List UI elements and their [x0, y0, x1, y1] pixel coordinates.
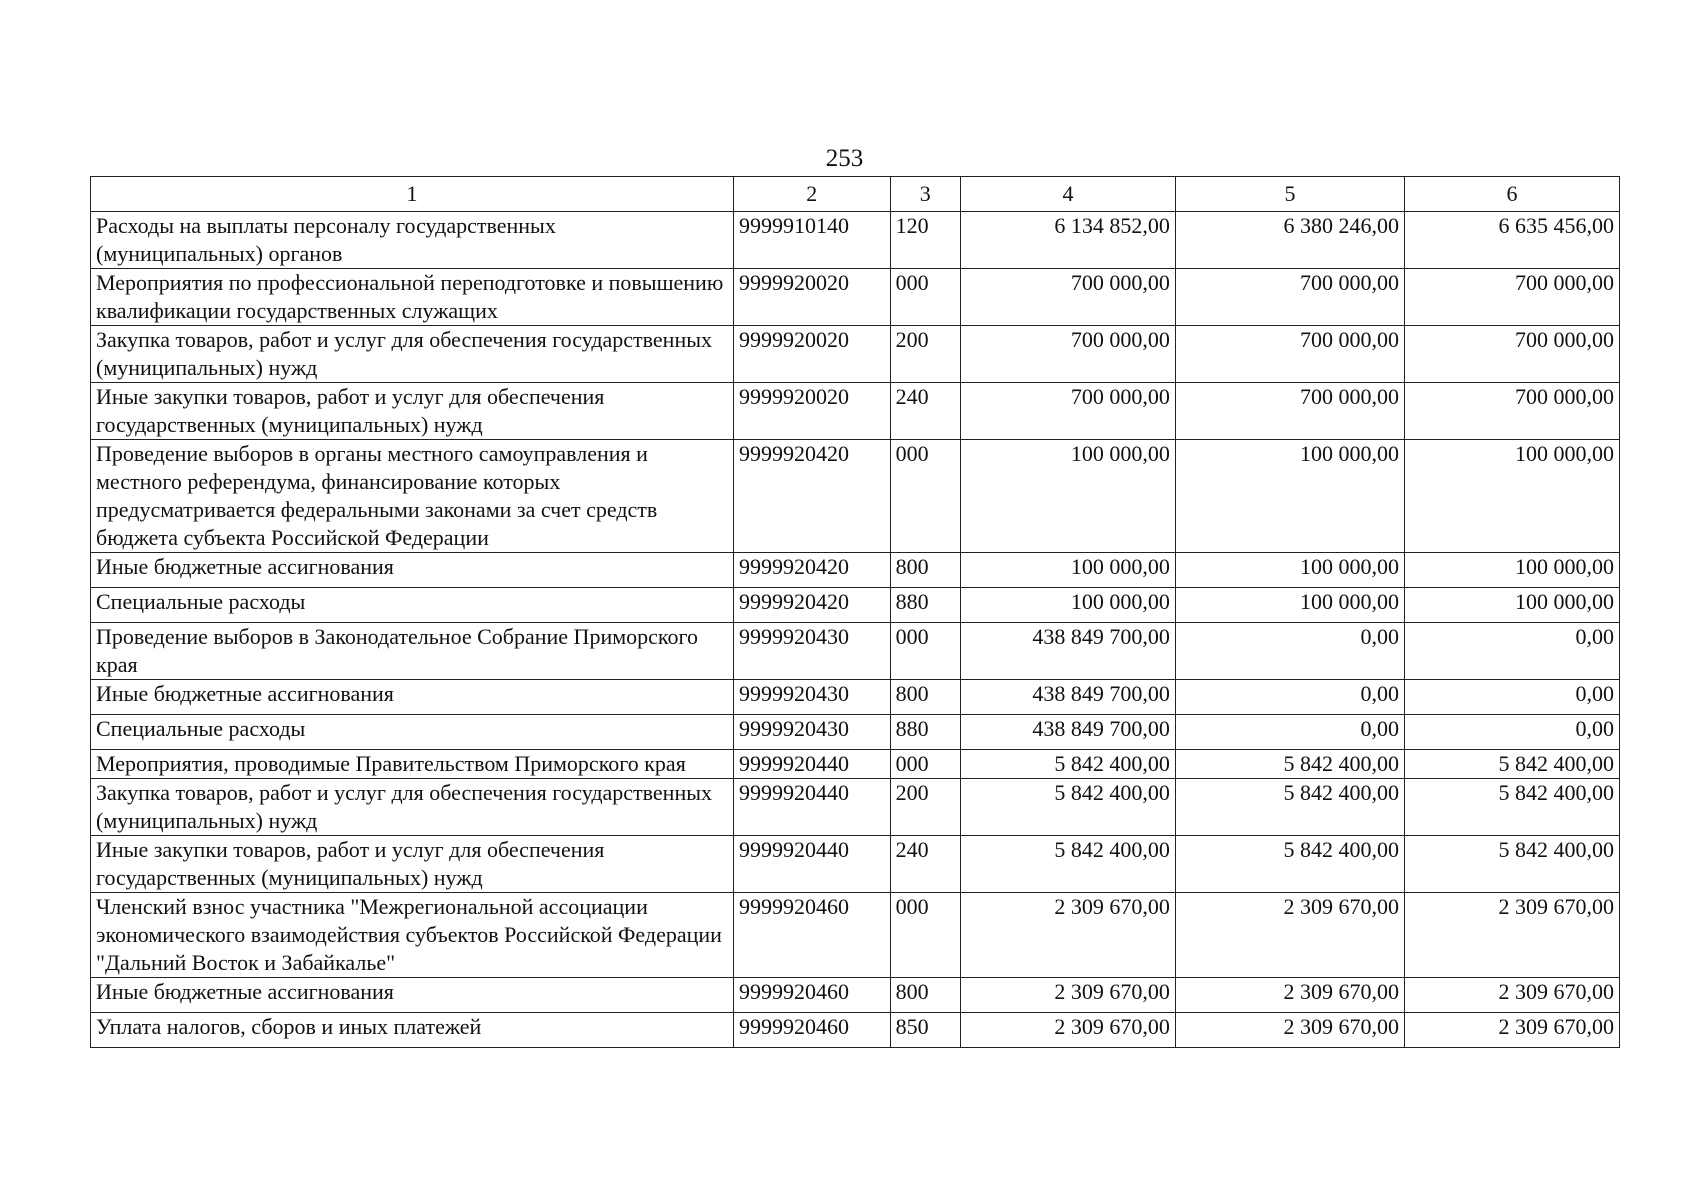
row-value-4: 100 000,00	[960, 440, 1175, 553]
row-value-4: 2 309 670,00	[960, 978, 1175, 1013]
row-value-6: 6 635 456,00	[1404, 212, 1619, 269]
row-name: Закупка товаров, работ и услуг для обеспечения государственных (муниципальных) нужд	[91, 779, 734, 836]
row-value-6: 700 000,00	[1404, 383, 1619, 440]
header-col-2: 2	[733, 177, 890, 212]
table-header-row	[91, 177, 1620, 212]
row-type: 200	[890, 326, 960, 383]
row-type: 240	[890, 383, 960, 440]
table-row	[91, 836, 1620, 893]
row-value-6: 0,00	[1404, 680, 1619, 715]
row-value-5: 0,00	[1175, 623, 1404, 680]
row-value-4: 2 309 670,00	[960, 893, 1175, 978]
row-type: 200	[890, 779, 960, 836]
row-value-6: 2 309 670,00	[1404, 1013, 1619, 1048]
row-code: 9999920420	[733, 588, 890, 623]
row-code: 9999920430	[733, 623, 890, 680]
row-value-4: 5 842 400,00	[960, 836, 1175, 893]
row-value-4: 438 849 700,00	[960, 715, 1175, 750]
row-value-4: 5 842 400,00	[960, 779, 1175, 836]
row-code: 9999920420	[733, 553, 890, 588]
row-value-6: 100 000,00	[1404, 553, 1619, 588]
table-row	[91, 269, 1620, 326]
row-value-5: 700 000,00	[1175, 269, 1404, 326]
row-code: 9999910140	[733, 212, 890, 269]
row-value-5: 700 000,00	[1175, 383, 1404, 440]
row-code: 9999920460	[733, 978, 890, 1013]
row-name: Иные бюджетные ассигнования	[91, 978, 734, 1013]
row-value-5: 5 842 400,00	[1175, 750, 1404, 779]
row-code: 9999920420	[733, 440, 890, 553]
row-value-6: 0,00	[1404, 623, 1619, 680]
row-code: 9999920430	[733, 715, 890, 750]
row-name: Членский взнос участника "Межрегиональной ассоциации экономического взаимодействия субъектов Российской Федерации "Дальний Восток и Забайкалье"	[91, 893, 734, 978]
row-value-5: 0,00	[1175, 715, 1404, 750]
row-value-4: 438 849 700,00	[960, 623, 1175, 680]
row-value-6: 5 842 400,00	[1404, 836, 1619, 893]
row-value-6: 2 309 670,00	[1404, 893, 1619, 978]
row-type: 880	[890, 588, 960, 623]
row-name: Проведение выборов в органы местного самоуправления и местного референдума, финансирование которых предусматривается федеральными законами за счет средств бюджета субъекта Российской Федерации	[91, 440, 734, 553]
row-type: 120	[890, 212, 960, 269]
row-name: Мероприятия, проводимые Правительством Приморского края	[91, 750, 734, 779]
row-name: Иные бюджетные ассигнования	[91, 553, 734, 588]
table-row	[91, 978, 1620, 1013]
row-value-6: 700 000,00	[1404, 269, 1619, 326]
row-value-6: 5 842 400,00	[1404, 750, 1619, 779]
page-number: 253	[825, 145, 864, 172]
row-name: Уплата налогов, сборов и иных платежей	[91, 1013, 734, 1048]
row-value-4: 2 309 670,00	[960, 1013, 1175, 1048]
row-value-6: 700 000,00	[1404, 326, 1619, 383]
row-code: 9999920020	[733, 269, 890, 326]
row-value-5: 5 842 400,00	[1175, 779, 1404, 836]
row-value-4: 700 000,00	[960, 269, 1175, 326]
row-code: 9999920460	[733, 893, 890, 978]
row-type: 850	[890, 1013, 960, 1048]
row-type: 000	[890, 893, 960, 978]
header-col-4: 4	[960, 177, 1175, 212]
row-value-5: 0,00	[1175, 680, 1404, 715]
budget-table	[90, 176, 1620, 1048]
table-row	[91, 212, 1620, 269]
row-value-5: 2 309 670,00	[1175, 1013, 1404, 1048]
row-name: Специальные расходы	[91, 588, 734, 623]
row-value-5: 2 309 670,00	[1175, 893, 1404, 978]
header-col-6: 6	[1404, 177, 1619, 212]
row-type: 800	[890, 680, 960, 715]
row-value-5: 700 000,00	[1175, 326, 1404, 383]
header-col-1: 1	[91, 177, 734, 212]
table-row	[91, 1013, 1620, 1048]
row-value-4: 100 000,00	[960, 553, 1175, 588]
row-type: 000	[890, 750, 960, 779]
table-row	[91, 553, 1620, 588]
header-col-3: 3	[890, 177, 960, 212]
row-code: 9999920460	[733, 1013, 890, 1048]
row-value-4: 700 000,00	[960, 326, 1175, 383]
row-type: 240	[890, 836, 960, 893]
row-value-6: 100 000,00	[1404, 440, 1619, 553]
row-name: Проведение выборов в Законодательное Собрание Приморского края	[91, 623, 734, 680]
table-row	[91, 383, 1620, 440]
row-name: Закупка товаров, работ и услуг для обеспечения государственных (муниципальных) нужд	[91, 326, 734, 383]
row-type: 800	[890, 978, 960, 1013]
row-value-4: 100 000,00	[960, 588, 1175, 623]
row-value-5: 2 309 670,00	[1175, 978, 1404, 1013]
table-row	[91, 680, 1620, 715]
row-code: 9999920440	[733, 779, 890, 836]
row-value-6: 5 842 400,00	[1404, 779, 1619, 836]
row-type: 000	[890, 440, 960, 553]
row-type: 880	[890, 715, 960, 750]
row-name: Специальные расходы	[91, 715, 734, 750]
row-code: 9999920020	[733, 326, 890, 383]
row-value-5: 5 842 400,00	[1175, 836, 1404, 893]
row-value-6: 2 309 670,00	[1404, 978, 1619, 1013]
row-value-6: 100 000,00	[1404, 588, 1619, 623]
table-row	[91, 588, 1620, 623]
table-row	[91, 750, 1620, 779]
table-row	[91, 440, 1620, 553]
row-code: 9999920440	[733, 750, 890, 779]
row-value-4: 6 134 852,00	[960, 212, 1175, 269]
row-value-5: 100 000,00	[1175, 553, 1404, 588]
row-name: Иные закупки товаров, работ и услуг для обеспечения государственных (муниципальных) нужд	[91, 383, 734, 440]
row-value-5: 100 000,00	[1175, 588, 1404, 623]
table-row	[91, 779, 1620, 836]
table-row	[91, 715, 1620, 750]
row-name: Мероприятия по профессиональной переподготовке и повышению квалификации государственных служащих	[91, 269, 734, 326]
row-value-4: 438 849 700,00	[960, 680, 1175, 715]
table-row	[91, 623, 1620, 680]
row-name: Иные закупки товаров, работ и услуг для обеспечения государственных (муниципальных) нужд	[91, 836, 734, 893]
row-value-5: 100 000,00	[1175, 440, 1404, 553]
row-code: 9999920430	[733, 680, 890, 715]
row-type: 800	[890, 553, 960, 588]
table-row	[91, 893, 1620, 978]
row-type: 000	[890, 623, 960, 680]
row-value-5: 6 380 246,00	[1175, 212, 1404, 269]
row-name: Иные бюджетные ассигнования	[91, 680, 734, 715]
table-row	[91, 326, 1620, 383]
row-value-4: 700 000,00	[960, 383, 1175, 440]
row-code: 9999920020	[733, 383, 890, 440]
row-name: Расходы на выплаты персоналу государственных (муниципальных) органов	[91, 212, 734, 269]
row-code: 9999920440	[733, 836, 890, 893]
row-type: 000	[890, 269, 960, 326]
row-value-4: 5 842 400,00	[960, 750, 1175, 779]
row-value-6: 0,00	[1404, 715, 1619, 750]
header-col-5: 5	[1175, 177, 1404, 212]
